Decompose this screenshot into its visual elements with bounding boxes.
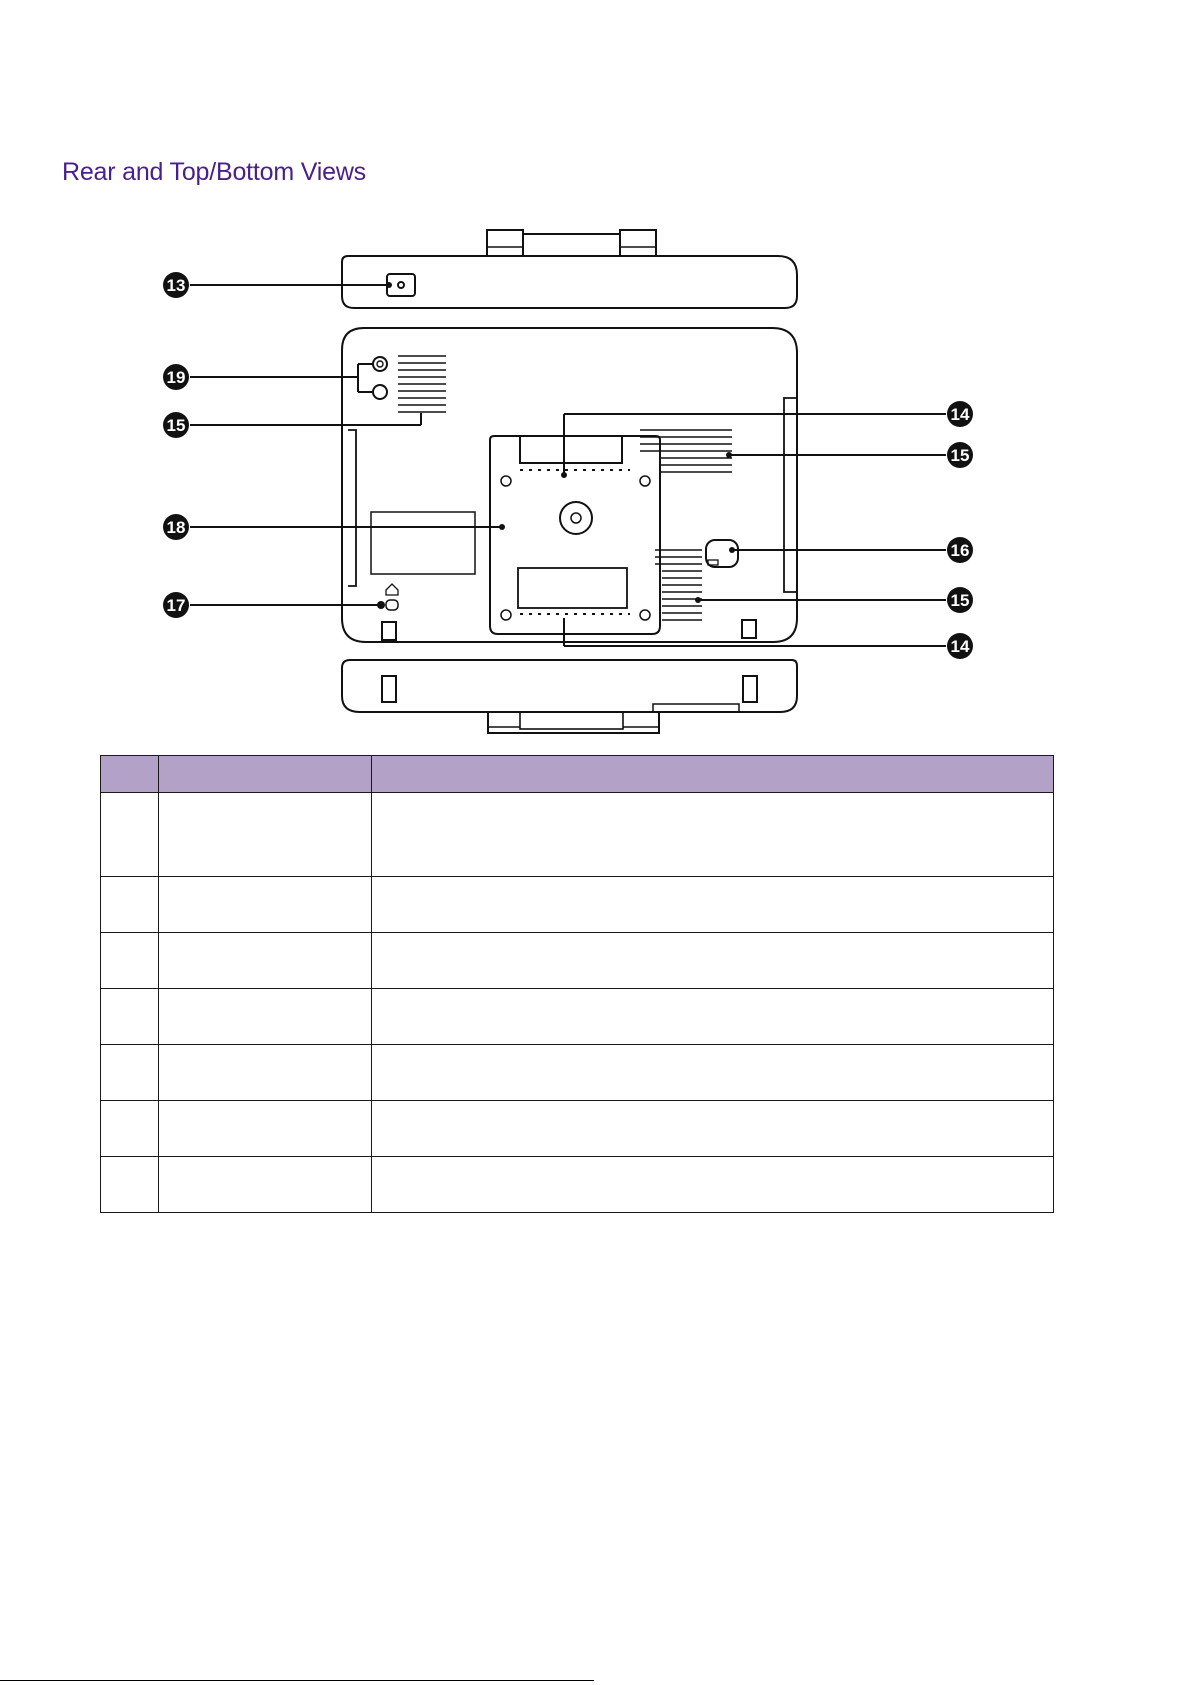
svg-text:13: 13 <box>166 276 186 295</box>
table-cell <box>372 1157 1054 1213</box>
svg-text:14: 14 <box>950 405 970 424</box>
callout-14-bottom <box>947 633 973 659</box>
svg-text:18: 18 <box>166 518 186 537</box>
table-row <box>101 989 1054 1045</box>
svg-text:16: 16 <box>950 541 970 560</box>
table-header-number <box>101 756 159 793</box>
table-cell <box>101 793 159 877</box>
table-row <box>101 1157 1054 1213</box>
top-view <box>342 230 797 308</box>
callout-17 <box>163 592 189 618</box>
callout-19 <box>163 364 189 390</box>
table-cell <box>101 1157 159 1213</box>
table-row <box>101 793 1054 877</box>
svg-text:15: 15 <box>166 416 186 435</box>
svg-text:15: 15 <box>950 591 970 610</box>
callout-18 <box>163 514 189 540</box>
table-cell <box>159 989 372 1045</box>
table-header-row <box>101 756 1054 793</box>
table-cell <box>159 1157 372 1213</box>
table-cell <box>101 989 159 1045</box>
table-row <box>101 1101 1054 1157</box>
footer-divider <box>0 1680 594 1681</box>
svg-text:19: 19 <box>166 368 186 387</box>
table-cell <box>159 877 372 933</box>
table-cell <box>101 877 159 933</box>
svg-text:17: 17 <box>166 596 186 615</box>
rear-view <box>342 328 797 642</box>
table-header-name <box>159 756 372 793</box>
table-cell <box>101 1101 159 1157</box>
rear-top-bottom-diagram <box>0 0 1191 745</box>
page-title: Rear and Top/Bottom Views <box>62 158 366 186</box>
table-row <box>101 1045 1054 1101</box>
component-table <box>100 755 1054 1213</box>
table-cell <box>159 793 372 877</box>
callout-14-top <box>947 401 973 427</box>
table-cell <box>372 793 1054 877</box>
table-header-description <box>372 756 1054 793</box>
table-row <box>101 877 1054 933</box>
table-cell <box>372 933 1054 989</box>
table-cell <box>372 1101 1054 1157</box>
table-cell <box>159 1101 372 1157</box>
table-cell <box>372 1045 1054 1101</box>
table-cell <box>159 933 372 989</box>
svg-text:15: 15 <box>950 446 970 465</box>
table-cell <box>159 1045 372 1101</box>
callout-13 <box>163 272 189 298</box>
callout-15-upper-right <box>947 442 973 468</box>
table-row <box>101 933 1054 989</box>
table-cell <box>372 989 1054 1045</box>
callout-15-left <box>163 412 189 438</box>
bottom-view <box>342 660 797 733</box>
table-cell <box>101 1045 159 1101</box>
table-cell <box>372 877 1054 933</box>
table-cell <box>101 933 159 989</box>
callout-15-lower-right <box>947 587 973 613</box>
callout-16 <box>947 537 973 563</box>
svg-text:14: 14 <box>950 637 970 656</box>
